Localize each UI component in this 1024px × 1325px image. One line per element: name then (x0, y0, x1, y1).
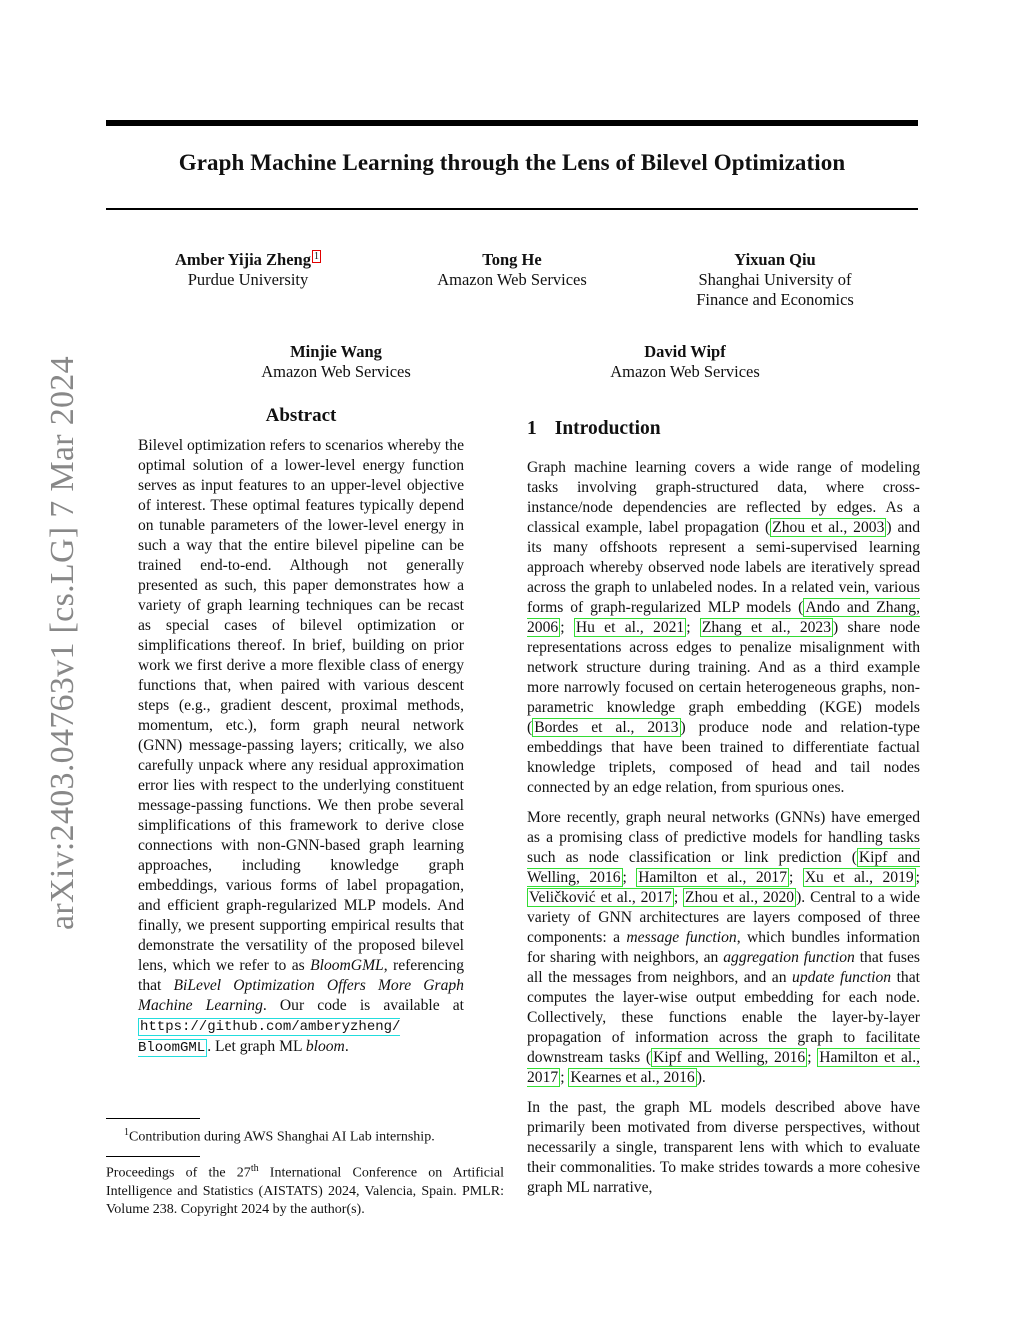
citation-link[interactable]: Hu et al., 2021 (575, 619, 685, 636)
code-url-link[interactable]: https://github.com/amberyzheng/ BloomGML (138, 1019, 401, 1056)
text-run: ; (560, 1069, 569, 1086)
section-heading-introduction: 1 Introduction (527, 418, 661, 439)
proceedings-note: Proceedings of the 27th International Conference on Artificial Intelligence and Statistics (AISTATS) 2024, Valencia, Spain. PMLR: Volume 238. Copyright 2024 by the author(s). (106, 1163, 504, 1217)
text-run: ). (696, 1069, 706, 1086)
author-block-wipf (585, 342, 785, 382)
citation-link[interactable]: Hamilton et al., 2017 (638, 869, 788, 886)
text-run: In the past, the graph ML models described above have primarily been motivated from diverse perspectives, without necessarily a single, transparent lens with which to evaluate their commonalities. To make strides towards a more cohesive graph ML narrative, (527, 1099, 920, 1196)
citation-link[interactable]: Bordes et al., 2013 (534, 719, 679, 736)
paragraph (527, 458, 920, 798)
author-block-wang (236, 342, 436, 382)
author-name: Yixuan Qiu (734, 250, 816, 269)
citation-link[interactable]: Zhou et al., 2003 (772, 519, 885, 536)
text-run: ; (915, 869, 921, 886)
text-run: ; (622, 869, 637, 886)
citation-link[interactable]: Veličković et al., 2017 (529, 889, 672, 906)
author-affiliation: Purdue University (187, 270, 309, 289)
author-block-qiu (665, 250, 885, 310)
text-run: that fuses all the messages from neighbors, and an (527, 949, 920, 986)
citation-link[interactable]: Hamilton et al., 2017 (527, 1049, 920, 1086)
italic-term: update function (792, 969, 892, 986)
text-run: More recently, graph neural networks (GNNs) have emerged as a promising class of predictive models for handling tasks such as node classification or link prediction ( (527, 809, 920, 866)
italic-term: message function (626, 929, 737, 946)
footnote: $^1$Contribution during AWS Shanghai AI Lab internship. (124, 1127, 435, 1145)
footnote-rule (106, 1118, 200, 1119)
paragraph (527, 808, 920, 1088)
text-run: ; (560, 619, 574, 636)
text-run: that computes the layer-wise output embedding for each node. Collectively, these functions enable the layer-by-layer propagation of information across the graph to facilitate downstream tasks ( (527, 969, 920, 1066)
acronym-expansion: BiLevel Optimization Offers More Graph Machine Learning (138, 977, 464, 1014)
citation-link[interactable]: Kearnes et al., 2016 (570, 1069, 695, 1086)
author-affiliation: Finance and Economics (696, 290, 854, 309)
author-affiliation: Amazon Web Services (437, 270, 587, 289)
arxiv-identifier: arXiv:2403.04763v1 [cs.LG] 7 Mar 2024 (44, 356, 81, 930)
text-run: ). Central to a wide variety of GNN architectures are layers composed of three components: a (527, 889, 920, 946)
text-run: ) share node representations across edges to penalize misalignment with network structure during training. And as a third example more narrowly focused on certain heterogeneous graphs, non-parametric knowledge graph embedding (KGE) models ( (527, 619, 921, 736)
paper-title: Graph Machine Learning through the Lens of Bilevel Optimization (178, 150, 846, 175)
text-run: ) produce node and relation-type embeddings that have been trained to differentiate factual knowledge triplets, composed of head and tail nodes connected by an edge relation, from spurious ones. (527, 719, 920, 796)
text-run: ; (807, 1049, 818, 1066)
author-affiliation: Shanghai University of (698, 270, 852, 289)
citation-link[interactable]: Zhou et al., 2020 (685, 889, 795, 906)
text-run: ; (686, 619, 700, 636)
author-affiliation: Amazon Web Services (610, 362, 760, 381)
paragraph (527, 1098, 920, 1198)
text-run: , which bundles information for sharing with neighbors, an (527, 929, 920, 966)
text-run: Graph machine learning covers a wide range of modeling tasks involving graph-structured data, where cross-instance/node dependencies are reflected by edges. As a classical example, label propagation ( (527, 459, 920, 536)
text-run: ; (673, 889, 684, 906)
title-rule (106, 208, 918, 210)
top-rule (106, 120, 918, 126)
text-run: ) and its many offshoots represent a semi-supervised learning approach whereby observed node labels are iteratively spread across the graph to unlabeled nodes. In a related vein, various forms of graph-regularized MLP models ( (527, 519, 921, 616)
author-name: Minjie Wang (290, 342, 382, 361)
proceedings-rule (106, 1156, 200, 1157)
abstract-heading: Abstract (265, 405, 337, 426)
abstract-body: Bilevel optimization refers to scenarios whereby the optimal solution of a lower-level energy function serves as input features to an upper-level objective of interest. These optimal features typically depend on tunable parameters of the lower-level energy in such a way that the entire bilevel pipeline can be trained end-to-end. Although not generally presented as such, this paper demonstrates how a variety of graph learning techniques can be recast as special cases of bilevel optimization or simplifications thereof. In brief, building on prior work we first derive a more flexible class of energy functions that, when paired with various descent steps (e.g., gradient descent, proximal methods, momentum, etc.), form graph neural network (GNN) message-passing layers; critically, we also carefully unpack where any residual approximation error lies with respect to the underlying constituent message-passing functions. We then probe several simplifications of this framework to derive close connections with non-GNN-based graph learning approaches, including knowledge graph embeddings, various forms of label propagation, and efficient graph-regularized MLP models. And finally, we present supporting empirical results that demonstrate the versatility of the proposed bilevel lens, which we refer to as BloomGML, referencing that BiLevel Optimization Offers More Graph Machine Learning. Our code is available at https://github.com/amberyzheng/ BloomGML . Let graph ML bloom. (138, 437, 465, 1056)
text-run: ; (789, 869, 803, 886)
citation-link[interactable]: Ando and Zhang, 2006 (527, 599, 920, 636)
introduction-body (527, 458, 920, 1208)
citation-link[interactable]: Xu et al., 2019 (804, 869, 914, 886)
citation-link[interactable]: Kipf and Welling, 2016 (653, 1049, 806, 1066)
footnote-link[interactable]: 1 (313, 251, 319, 262)
citation-link[interactable]: Kipf and Welling, 2016 (527, 849, 920, 886)
author-name: Amber Yijia Zheng 1 (175, 250, 319, 269)
citation-link[interactable]: Zhang et al., 2023 (701, 619, 832, 636)
author-name: Tong He (482, 250, 542, 269)
author-affiliation: Amazon Web Services (261, 362, 411, 381)
author-block-he (412, 250, 612, 290)
author-block-zheng (148, 250, 348, 290)
bloomgml-name: BloomGML (310, 957, 384, 974)
italic-term: aggregation function (723, 949, 855, 966)
author-name: David Wipf (644, 342, 726, 361)
